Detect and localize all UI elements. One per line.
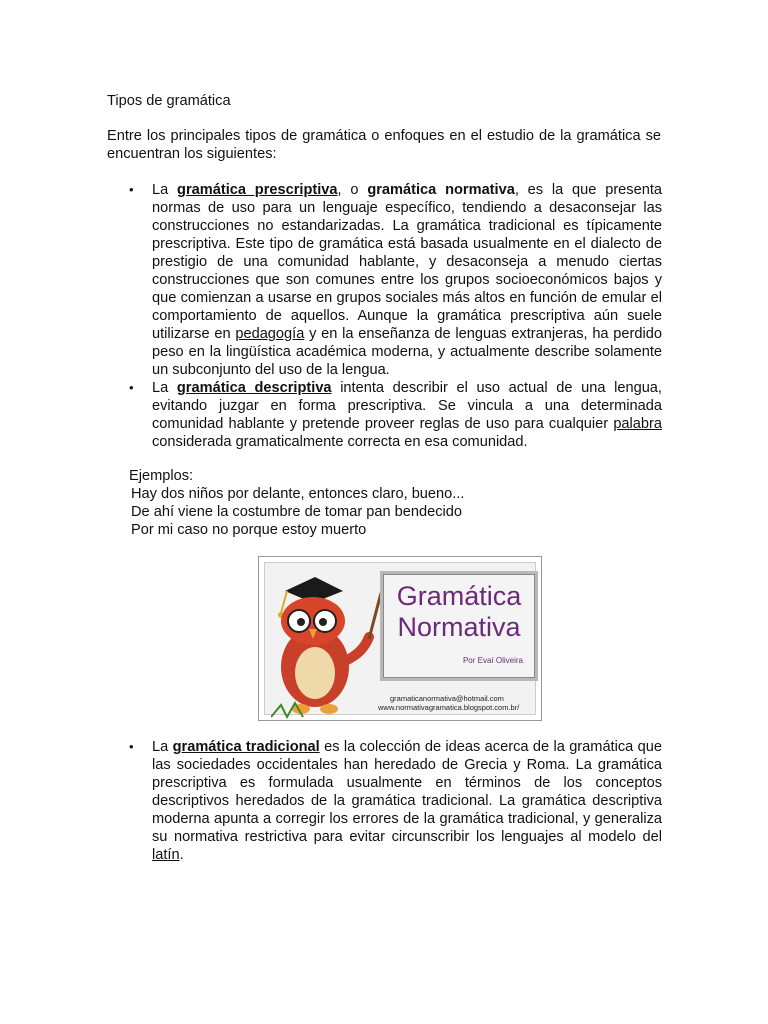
examples-block — [129, 467, 464, 539]
item-text: , o — [337, 182, 368, 198]
item-text: es la colección de ideas acerca de la gramática que las sociedades occidentales han heredado de Grecia y Roma. La gramática prescriptiva es formulada usualmente en términos de los conceptos descriptivos heredados de la gramática tradicional. La gramática descriptiva moderna apunta a corregir los errores de la gramática tradicional, y generaliza su normativa restrictiva para evitar circunscribir los lenguajes al modelo del — [152, 739, 662, 845]
item-text: , es la que presenta normas de uso para un lenguaje específico, tendiendo a desaconsejar las construcciones no estandarizadas. La gramática tradicional es típicamente prescriptiva. Este tipo de gramática está basada usualmente en el dialecto de prestigio de una comunidad hablante, y desaconseja a menudo ciertas construcciones que son comunes entre los grupos socioeconómicos bajos y que comienzan a usarse en grupos sociales más altos en función de emular el comportamiento de aquellos. Aunque la gramática prescriptiva aún suele utilizarse en — [152, 182, 663, 342]
term-gramatica-prescriptiva[interactable]: gramática prescriptiva — [177, 182, 338, 198]
bullet-icon: • — [129, 380, 134, 395]
gramatica-normativa-image — [258, 556, 542, 721]
link-pedagogia[interactable]: pedagogía — [235, 326, 305, 342]
link-latin[interactable]: latín — [152, 847, 180, 863]
item-text: La — [152, 739, 173, 755]
item-text: y en la enseñanza de lenguas extranjeras, ha perdido peso en la lingüística académica moderna, y actualmente describe solamente un subconjunto del uso de la lengua. — [152, 326, 662, 378]
example-line: Por mi caso no porque estoy muerto — [131, 522, 367, 538]
link-palabra[interactable]: palabra — [613, 416, 662, 432]
intro-paragraph: Entre los principales tipos de gramática o enfoques en el estudio de la gramática se encuentran los siguientes: — [107, 128, 661, 162]
board-title — [383, 581, 535, 643]
bullet-icon: • — [129, 739, 134, 754]
board-byline: Por Evaí Oliveira — [462, 656, 523, 665]
owl-mascot-icon — [271, 569, 383, 719]
board-title-line: Normativa — [397, 612, 521, 642]
board-sign — [380, 571, 538, 681]
item-text: considerada gramaticalmente correcta en esa comunidad. — [152, 434, 528, 450]
types-list-continued — [127, 738, 662, 864]
term-gramatica-tradicional[interactable]: gramática tradicional — [172, 739, 320, 755]
item-text: . — [179, 847, 184, 863]
list-item-descriptiva — [127, 379, 662, 451]
board-title-line: Gramática — [396, 581, 522, 611]
list-item-tradicional — [127, 738, 662, 864]
image-url: www.normativagramatica.blogspot.com.br/ — [378, 703, 520, 712]
item-text: La — [152, 182, 178, 198]
example-line: De ahí viene la costumbre de tomar pan bendecido — [131, 504, 462, 520]
types-list — [127, 181, 662, 451]
bullet-icon: • — [129, 182, 134, 197]
item-text: intenta describir el uso actual de una lengua, evitando juzgar en forma prescriptiva. Se vincula a una determinada comunidad hablante y pretende proveer reglas de uso para cualquier — [152, 380, 662, 432]
page-title: Tipos de gramática — [107, 93, 231, 109]
image-email: gramaticanormativa@hotmail.com — [390, 694, 504, 703]
image-frame — [264, 562, 536, 715]
example-line: Hay dos niños por delante, entonces claro, bueno... — [131, 486, 465, 502]
term-gramatica-normativa: gramática normativa — [367, 182, 515, 198]
term-gramatica-descriptiva[interactable]: gramática descriptiva — [176, 380, 332, 396]
list-item-prescriptiva — [127, 181, 662, 379]
item-text: La — [152, 380, 177, 396]
examples-heading: Ejemplos: — [129, 468, 194, 484]
